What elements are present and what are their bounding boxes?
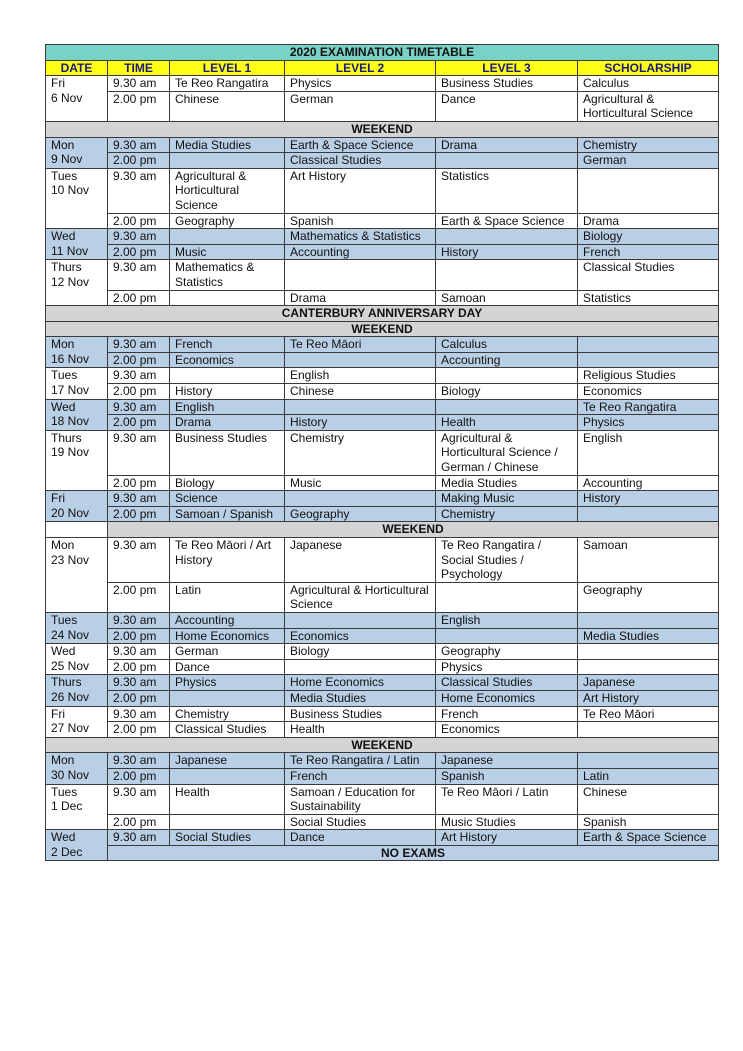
level-3-cell: Economics xyxy=(436,722,578,738)
day-label: Mon xyxy=(51,137,75,152)
level-3-cell: Chemistry xyxy=(436,506,578,522)
level-3-cell: Te Reo Māori / Latin xyxy=(436,784,578,814)
time-cell: 9.30 am xyxy=(108,168,170,213)
session-row xyxy=(46,244,719,260)
level-2-cell: Economics xyxy=(285,628,436,644)
time-cell: 2.00 pm xyxy=(108,690,170,706)
level-3-cell: Physics xyxy=(436,659,578,675)
date-cell xyxy=(46,368,108,399)
level-3-cell xyxy=(436,399,578,415)
scholarship-cell xyxy=(578,612,719,628)
level-1-cell xyxy=(170,368,285,384)
session-row xyxy=(46,722,719,738)
band-label: WEEKEND xyxy=(46,321,719,337)
scholarship-cell: Chinese xyxy=(578,784,719,814)
level-3-cell: Samoan xyxy=(436,290,578,306)
day-label: Thurs xyxy=(51,675,82,690)
scholarship-cell: Drama xyxy=(578,213,719,229)
day-label: Mon xyxy=(51,753,75,768)
level-2-cell: Art History xyxy=(285,168,436,213)
session-row xyxy=(46,415,719,431)
level-1-cell xyxy=(170,690,285,706)
level-2-cell: Te Reo Māori xyxy=(285,337,436,353)
level-3-cell: Classical Studies xyxy=(436,675,578,691)
date-label: 20 Nov xyxy=(51,505,90,520)
session-row xyxy=(46,384,719,400)
time-cell: 9.30 am xyxy=(108,612,170,628)
session-row xyxy=(46,352,719,368)
session-row xyxy=(46,830,719,846)
scholarship-cell: Classical Studies xyxy=(578,260,719,290)
day-label: Thurs xyxy=(51,260,82,275)
date-label: 16 Nov xyxy=(51,351,90,366)
time-cell: 9.30 am xyxy=(108,675,170,691)
level-2-cell: German xyxy=(285,91,436,121)
date-cell xyxy=(46,260,108,306)
level-2-cell: Classical Studies xyxy=(285,153,436,169)
scholarship-cell: Japanese xyxy=(578,675,719,691)
time-cell: 2.00 pm xyxy=(108,628,170,644)
band-row xyxy=(46,121,719,137)
scholarship-cell: Media Studies xyxy=(578,628,719,644)
scholarship-cell: Te Reo Māori xyxy=(578,706,719,722)
session-row xyxy=(46,768,719,784)
level-3-cell xyxy=(436,368,578,384)
level-3-cell xyxy=(436,260,578,290)
level-1-cell: Chinese xyxy=(170,91,285,121)
level-2-cell: Drama xyxy=(285,290,436,306)
date-label: 2 Dec xyxy=(51,844,83,859)
level-3-cell: Accounting xyxy=(436,352,578,368)
day-label: Tues xyxy=(51,168,78,183)
level-1-cell: Geography xyxy=(170,213,285,229)
date-cell xyxy=(46,430,108,490)
timetable-title: 2020 EXAMINATION TIMETABLE xyxy=(46,45,719,61)
level-2-cell: History xyxy=(285,415,436,431)
level-2-cell: Mathematics & Statistics xyxy=(285,229,436,245)
session-row xyxy=(46,368,719,384)
time-cell: 2.00 pm xyxy=(108,659,170,675)
no-exams-row xyxy=(46,845,719,861)
scholarship-cell: Chemistry xyxy=(578,137,719,153)
level-3-cell: English xyxy=(436,612,578,628)
date-cell xyxy=(46,675,108,706)
time-cell: 2.00 pm xyxy=(108,814,170,830)
level-1-cell: French xyxy=(170,337,285,353)
session-row xyxy=(46,229,719,245)
scholarship-cell xyxy=(578,722,719,738)
level-1-cell: Classical Studies xyxy=(170,722,285,738)
time-cell: 9.30 am xyxy=(108,137,170,153)
band-row xyxy=(46,522,719,538)
time-cell: 2.00 pm xyxy=(108,352,170,368)
level-1-cell: Samoan / Spanish xyxy=(170,506,285,522)
level-1-cell: Biology xyxy=(170,475,285,491)
level-2-cell: English xyxy=(285,368,436,384)
scholarship-cell: Agricultural & Horticultural Science xyxy=(578,91,719,121)
date-cell xyxy=(46,830,108,861)
scholarship-cell: History xyxy=(578,491,719,507)
level-3-cell: Calculus xyxy=(436,337,578,353)
day-label: Wed xyxy=(51,830,76,845)
date-label: 26 Nov xyxy=(51,689,90,704)
level-3-cell: Earth & Space Science xyxy=(436,213,578,229)
scholarship-cell: Accounting xyxy=(578,475,719,491)
level-1-cell: Dance xyxy=(170,659,285,675)
level-2-cell xyxy=(285,612,436,628)
level-3-cell: Making Music xyxy=(436,491,578,507)
scholarship-cell xyxy=(578,352,719,368)
level-1-cell: Physics xyxy=(170,675,285,691)
time-cell: 2.00 pm xyxy=(108,768,170,784)
time-cell: 9.30 am xyxy=(108,368,170,384)
date-label: 9 Nov xyxy=(51,152,83,167)
time-cell: 2.00 pm xyxy=(108,290,170,306)
scholarship-cell: Physics xyxy=(578,415,719,431)
date-label: 25 Nov xyxy=(51,658,90,673)
level-3-cell: Japanese xyxy=(436,753,578,769)
time-cell: 9.30 am xyxy=(108,399,170,415)
session-row xyxy=(46,706,719,722)
level-1-cell: Economics xyxy=(170,352,285,368)
scholarship-cell xyxy=(578,753,719,769)
session-row xyxy=(46,399,719,415)
session-row xyxy=(46,784,719,814)
level-1-cell: Social Studies xyxy=(170,830,285,846)
session-row xyxy=(46,475,719,491)
time-cell: 9.30 am xyxy=(108,538,170,583)
header-scholarship: SCHOLARSHIP xyxy=(578,60,719,76)
time-cell: 2.00 pm xyxy=(108,153,170,169)
time-cell: 9.30 am xyxy=(108,229,170,245)
scholarship-cell: Calculus xyxy=(578,76,719,92)
level-3-cell xyxy=(436,582,578,612)
scholarship-cell: French xyxy=(578,244,719,260)
day-label: Mon xyxy=(51,337,75,352)
time-cell: 2.00 pm xyxy=(108,415,170,431)
level-3-cell: Geography xyxy=(436,644,578,660)
level-3-cell: Health xyxy=(436,415,578,431)
day-label: Tues xyxy=(51,784,78,799)
level-1-cell: History xyxy=(170,384,285,400)
level-3-cell xyxy=(436,229,578,245)
session-row xyxy=(46,137,719,153)
level-2-cell xyxy=(285,659,436,675)
session-row xyxy=(46,506,719,522)
session-row xyxy=(46,91,719,121)
level-1-cell: Business Studies xyxy=(170,430,285,475)
level-1-cell: Media Studies xyxy=(170,137,285,153)
day-label: Wed xyxy=(51,644,76,659)
session-row xyxy=(46,814,719,830)
scholarship-cell: Geography xyxy=(578,582,719,612)
session-row xyxy=(46,491,719,507)
level-1-cell: Te Reo Rangatira xyxy=(170,76,285,92)
level-2-cell xyxy=(285,260,436,290)
level-2-cell: Te Reo Rangatira / Latin xyxy=(285,753,436,769)
level-1-cell xyxy=(170,153,285,169)
level-2-cell: Chinese xyxy=(285,384,436,400)
time-cell: 2.00 pm xyxy=(108,722,170,738)
scholarship-cell: Biology xyxy=(578,229,719,245)
date-label: 6 Nov xyxy=(51,90,83,105)
date-cell xyxy=(46,76,108,122)
time-cell: 2.00 pm xyxy=(108,506,170,522)
level-2-cell: Spanish xyxy=(285,213,436,229)
header-level-3: LEVEL 3 xyxy=(436,60,578,76)
date-cell xyxy=(46,337,108,368)
band-label: CANTERBURY ANNIVERSARY DAY xyxy=(46,306,719,322)
time-cell: 2.00 pm xyxy=(108,475,170,491)
scholarship-cell xyxy=(578,644,719,660)
day-label: Fri xyxy=(51,76,65,91)
date-cell xyxy=(46,491,108,522)
level-3-cell: Dance xyxy=(436,91,578,121)
scholarship-cell: Samoan xyxy=(578,538,719,583)
level-2-cell: Business Studies xyxy=(285,706,436,722)
level-1-cell xyxy=(170,290,285,306)
level-3-cell: Drama xyxy=(436,137,578,153)
time-cell: 9.30 am xyxy=(108,644,170,660)
level-2-cell: French xyxy=(285,768,436,784)
level-1-cell: Drama xyxy=(170,415,285,431)
date-cell xyxy=(46,399,108,430)
time-cell: 9.30 am xyxy=(108,430,170,475)
header-date: DATE xyxy=(46,60,108,76)
level-3-cell: Te Reo Rangatira / Social Studies / Psychology xyxy=(436,538,578,583)
session-row xyxy=(46,644,719,660)
date-label: 24 Nov xyxy=(51,627,90,642)
band-row xyxy=(46,306,719,322)
day-label: Wed xyxy=(51,399,76,414)
session-row xyxy=(46,612,719,628)
session-row xyxy=(46,690,719,706)
level-2-cell xyxy=(285,352,436,368)
level-3-cell: History xyxy=(436,244,578,260)
level-1-cell: Chemistry xyxy=(170,706,285,722)
level-3-cell xyxy=(436,628,578,644)
day-label: Mon xyxy=(51,538,75,552)
date-label: 19 Nov xyxy=(51,445,90,460)
session-row xyxy=(46,168,719,213)
session-row xyxy=(46,76,719,92)
exam-timetable xyxy=(45,44,719,861)
scholarship-cell: Te Reo Rangatira xyxy=(578,399,719,415)
date-cell xyxy=(46,612,108,643)
session-row xyxy=(46,582,719,612)
scholarship-cell: Art History xyxy=(578,690,719,706)
level-1-cell: Science xyxy=(170,491,285,507)
date-cell xyxy=(46,644,108,675)
level-3-cell: Media Studies xyxy=(436,475,578,491)
level-1-cell: Agricultural & Horticultural Science xyxy=(170,168,285,213)
scholarship-cell: German xyxy=(578,153,719,169)
date-label: 30 Nov xyxy=(51,767,90,782)
time-cell: 9.30 am xyxy=(108,337,170,353)
time-cell: 2.00 pm xyxy=(108,384,170,400)
level-1-cell: Mathematics & Statistics xyxy=(170,260,285,290)
date-cell xyxy=(46,538,108,613)
scholarship-cell: Economics xyxy=(578,384,719,400)
level-1-cell: English xyxy=(170,399,285,415)
date-cell xyxy=(46,706,108,737)
level-1-cell xyxy=(170,768,285,784)
level-2-cell: Earth & Space Science xyxy=(285,137,436,153)
day-label: Tues xyxy=(51,612,78,627)
session-row xyxy=(46,628,719,644)
date-cell xyxy=(46,784,108,830)
date-cell xyxy=(46,168,108,228)
scholarship-cell: Latin xyxy=(578,768,719,784)
scholarship-cell: Religious Studies xyxy=(578,368,719,384)
level-2-cell: Music xyxy=(285,475,436,491)
level-3-cell: Music Studies xyxy=(436,814,578,830)
date-label: 27 Nov xyxy=(51,721,90,736)
date-label: 10 Nov xyxy=(51,183,90,198)
level-2-cell xyxy=(285,399,436,415)
level-3-cell: Business Studies xyxy=(436,76,578,92)
level-3-cell: Home Economics xyxy=(436,690,578,706)
time-cell: 9.30 am xyxy=(108,260,170,290)
date-spacer xyxy=(46,522,108,538)
no-exams-label: NO EXAMS xyxy=(108,845,719,861)
level-3-cell xyxy=(436,153,578,169)
date-cell xyxy=(46,137,108,168)
level-1-cell: Te Reo Māori / Art History xyxy=(170,538,285,583)
header-level-2: LEVEL 2 xyxy=(285,60,436,76)
date-label: 17 Nov xyxy=(51,383,90,398)
scholarship-cell: English xyxy=(578,430,719,475)
session-row xyxy=(46,260,719,290)
level-2-cell xyxy=(285,491,436,507)
level-3-cell: Spanish xyxy=(436,768,578,784)
level-2-cell: Japanese xyxy=(285,538,436,583)
level-2-cell: Home Economics xyxy=(285,675,436,691)
date-cell xyxy=(46,753,108,784)
time-cell: 2.00 pm xyxy=(108,582,170,612)
level-3-cell: Statistics xyxy=(436,168,578,213)
session-row xyxy=(46,430,719,475)
scholarship-cell: Spanish xyxy=(578,814,719,830)
day-label: Thurs xyxy=(51,430,82,445)
time-cell: 9.30 am xyxy=(108,784,170,814)
header-level-1: LEVEL 1 xyxy=(170,60,285,76)
date-label: 12 Nov xyxy=(51,274,90,289)
level-1-cell: German xyxy=(170,644,285,660)
level-2-cell: Accounting xyxy=(285,244,436,260)
level-2-cell: Chemistry xyxy=(285,430,436,475)
day-label: Fri xyxy=(51,706,65,721)
session-row xyxy=(46,675,719,691)
band-label: WEEKEND xyxy=(46,121,719,137)
level-1-cell: Latin xyxy=(170,582,285,612)
scholarship-cell xyxy=(578,506,719,522)
band-label: WEEKEND xyxy=(46,737,719,753)
scholarship-cell xyxy=(578,337,719,353)
scholarship-cell xyxy=(578,168,719,213)
time-cell: 9.30 am xyxy=(108,753,170,769)
date-label: 23 Nov xyxy=(51,552,90,567)
date-label: 1 Dec xyxy=(51,799,83,814)
time-cell: 9.30 am xyxy=(108,706,170,722)
level-1-cell: Home Economics xyxy=(170,628,285,644)
day-label: Tues xyxy=(51,368,78,383)
level-1-cell: Japanese xyxy=(170,753,285,769)
header-row xyxy=(46,60,719,76)
scholarship-cell: Statistics xyxy=(578,290,719,306)
date-cell xyxy=(46,229,108,260)
scholarship-cell: Earth & Space Science xyxy=(578,830,719,846)
level-2-cell: Media Studies xyxy=(285,690,436,706)
level-1-cell xyxy=(170,814,285,830)
band-label: WEEKEND xyxy=(108,522,719,538)
time-cell: 9.30 am xyxy=(108,830,170,846)
level-2-cell: Agricultural & Horticultural Science xyxy=(285,582,436,612)
scholarship-cell xyxy=(578,659,719,675)
level-3-cell: Biology xyxy=(436,384,578,400)
session-row xyxy=(46,213,719,229)
date-label: 11 Nov xyxy=(51,243,89,258)
session-row xyxy=(46,290,719,306)
level-2-cell: Samoan / Education for Sustainability xyxy=(285,784,436,814)
level-1-cell: Health xyxy=(170,784,285,814)
level-1-cell: Accounting xyxy=(170,612,285,628)
date-label: 18 Nov xyxy=(51,414,90,429)
time-cell: 2.00 pm xyxy=(108,244,170,260)
session-row xyxy=(46,753,719,769)
band-row xyxy=(46,737,719,753)
level-2-cell: Social Studies xyxy=(285,814,436,830)
level-2-cell: Biology xyxy=(285,644,436,660)
header-time: TIME xyxy=(108,60,170,76)
band-row xyxy=(46,321,719,337)
level-3-cell: Art History xyxy=(436,830,578,846)
time-cell: 2.00 pm xyxy=(108,91,170,121)
level-1-cell: Music xyxy=(170,244,285,260)
level-1-cell xyxy=(170,229,285,245)
level-2-cell: Health xyxy=(285,722,436,738)
time-cell: 9.30 am xyxy=(108,76,170,92)
level-2-cell: Geography xyxy=(285,506,436,522)
day-label: Fri xyxy=(51,491,65,506)
time-cell: 2.00 pm xyxy=(108,213,170,229)
session-row xyxy=(46,659,719,675)
level-2-cell: Dance xyxy=(285,830,436,846)
session-row xyxy=(46,538,719,583)
time-cell: 9.30 am xyxy=(108,491,170,507)
level-3-cell: French xyxy=(436,706,578,722)
session-row xyxy=(46,153,719,169)
day-label: Wed xyxy=(51,229,76,244)
level-3-cell: Agricultural & Horticultural Science / German / Chinese xyxy=(436,430,578,475)
session-row xyxy=(46,337,719,353)
title-row xyxy=(46,45,719,61)
level-2-cell: Physics xyxy=(285,76,436,92)
